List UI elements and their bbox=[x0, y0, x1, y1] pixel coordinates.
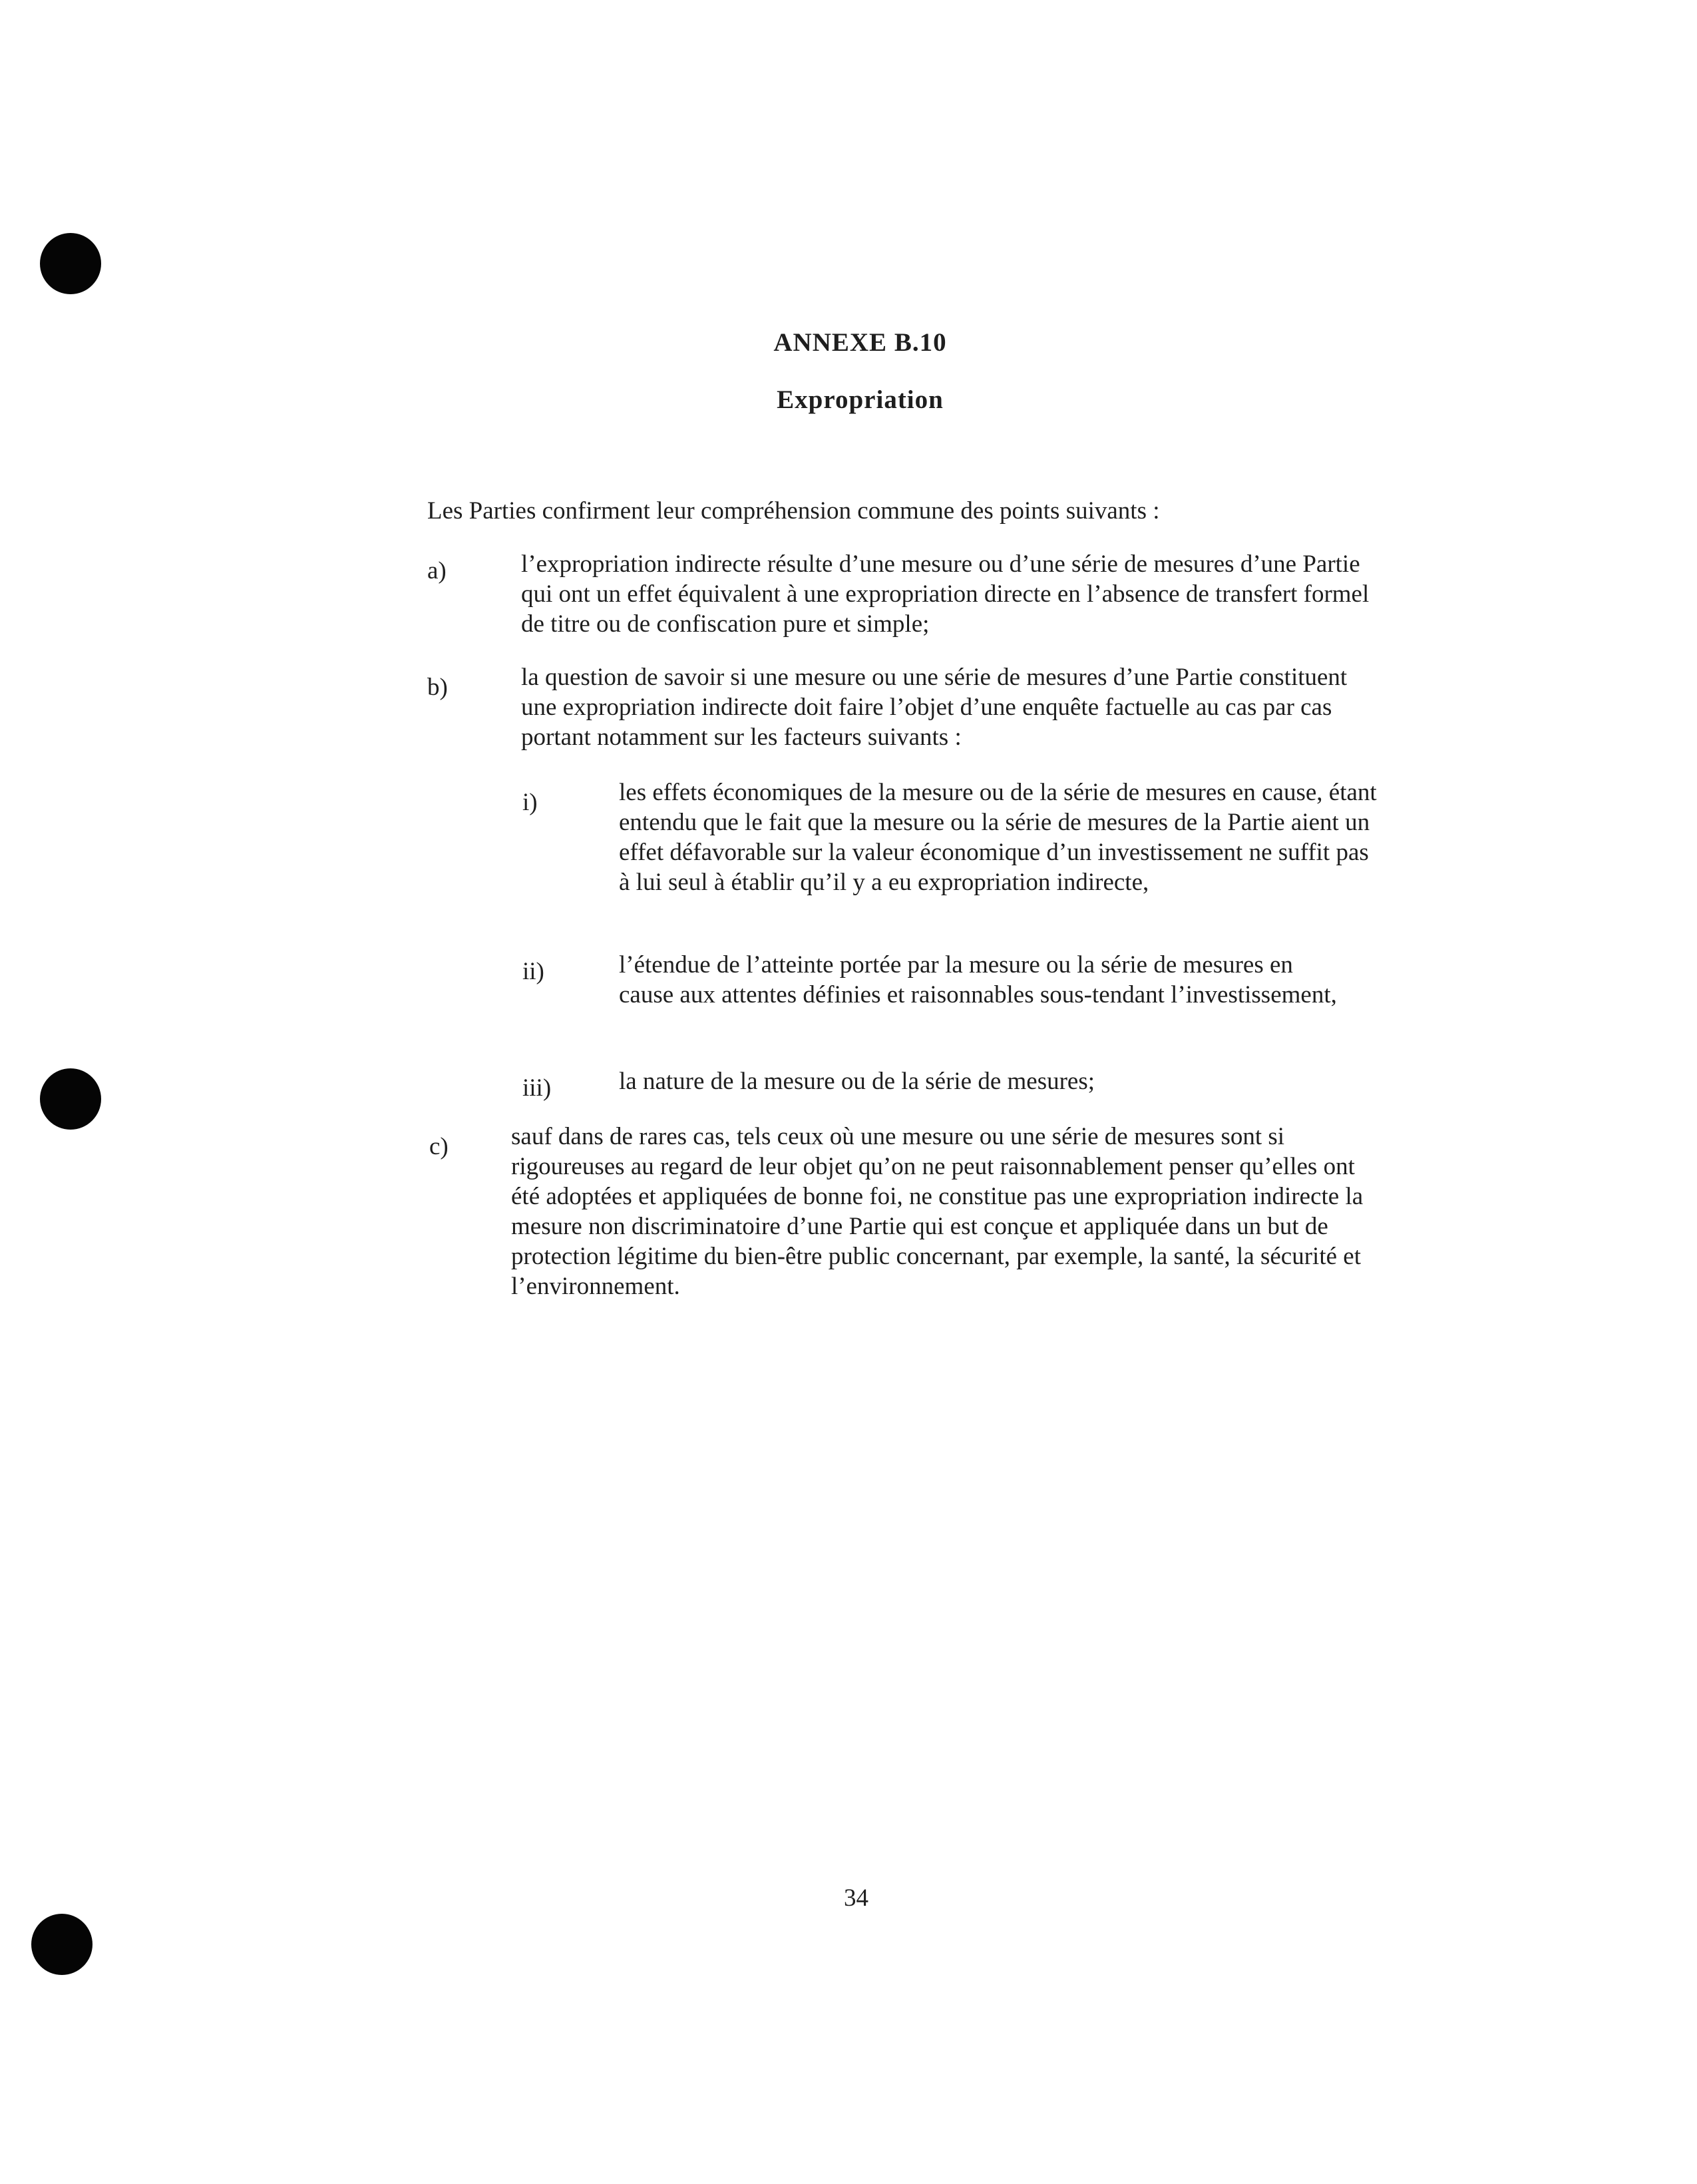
item-b-text: la question de savoir si une mesure ou une série de mesures d’une Partie constituent une expropriation indirecte doit faire l’objet d’une enquête factuelle au cas par cas portant notamment sur les facteurs suivants : bbox=[521, 664, 1348, 751]
punch-hole-bottom bbox=[31, 1914, 93, 1975]
item-a-text: l’expropriation indirecte résulte d’une mesure ou d’une série de mesures d’une Partie qui ont un effet équivalent à une expropriation directe en l’absence de transfert formel de titre ou de confiscation pure et simple; bbox=[521, 550, 1370, 638]
subitem-i-text: les effets économiques de la mesure ou de la série de mesures en cause, étant entendu que le fait que la mesure ou la série de mesures de la Partie aient un effet défavorable sur la valeur économique d’un investissement ne suffit pas à lui seul à établir qu’il y a eu expropriation indirecte, bbox=[619, 779, 1377, 896]
subitem-ii-marker: ii) bbox=[522, 958, 544, 985]
annex-subtitle: Expropriation bbox=[777, 385, 944, 414]
item-b-marker: b) bbox=[427, 674, 448, 701]
subitem-ii-text: l’étendue de l’atteinte portée par la mesure ou la série de mesures en cause aux attentes définies et raisonnables sous-tendant l’investissement, bbox=[619, 951, 1337, 1008]
page-number: 34 bbox=[844, 1884, 868, 1912]
subitem-i-marker: i) bbox=[522, 789, 538, 816]
item-c-marker: c) bbox=[429, 1133, 449, 1160]
intro-paragraph: Les Parties confirment leur compréhension commune des points suivants : bbox=[427, 497, 1160, 525]
annex-title: ANNEXE B.10 bbox=[773, 328, 947, 357]
item-a-marker: a) bbox=[427, 557, 447, 584]
punch-hole-top bbox=[40, 233, 101, 294]
subitem-iii-marker: iii) bbox=[522, 1074, 552, 1102]
subitem-iii-text: la nature de la mesure ou de la série de mesures; bbox=[619, 1068, 1095, 1095]
punch-hole-middle bbox=[40, 1068, 101, 1130]
item-c-text: sauf dans de rares cas, tels ceux où une mesure ou une série de mesures sont si rigoureuses au regard de leur objet qu’on ne peut raisonnablement penser qu’elles ont été adoptées et appliquées de bonne foi, ne constitue pas une expropriation indirecte la mesure non discriminatoire d’une Partie qui est conçue et appliquée dans un but de protection légitime du bien-être public concernant, par exemple, la santé, la sécurité et l’environnement. bbox=[511, 1123, 1364, 1300]
